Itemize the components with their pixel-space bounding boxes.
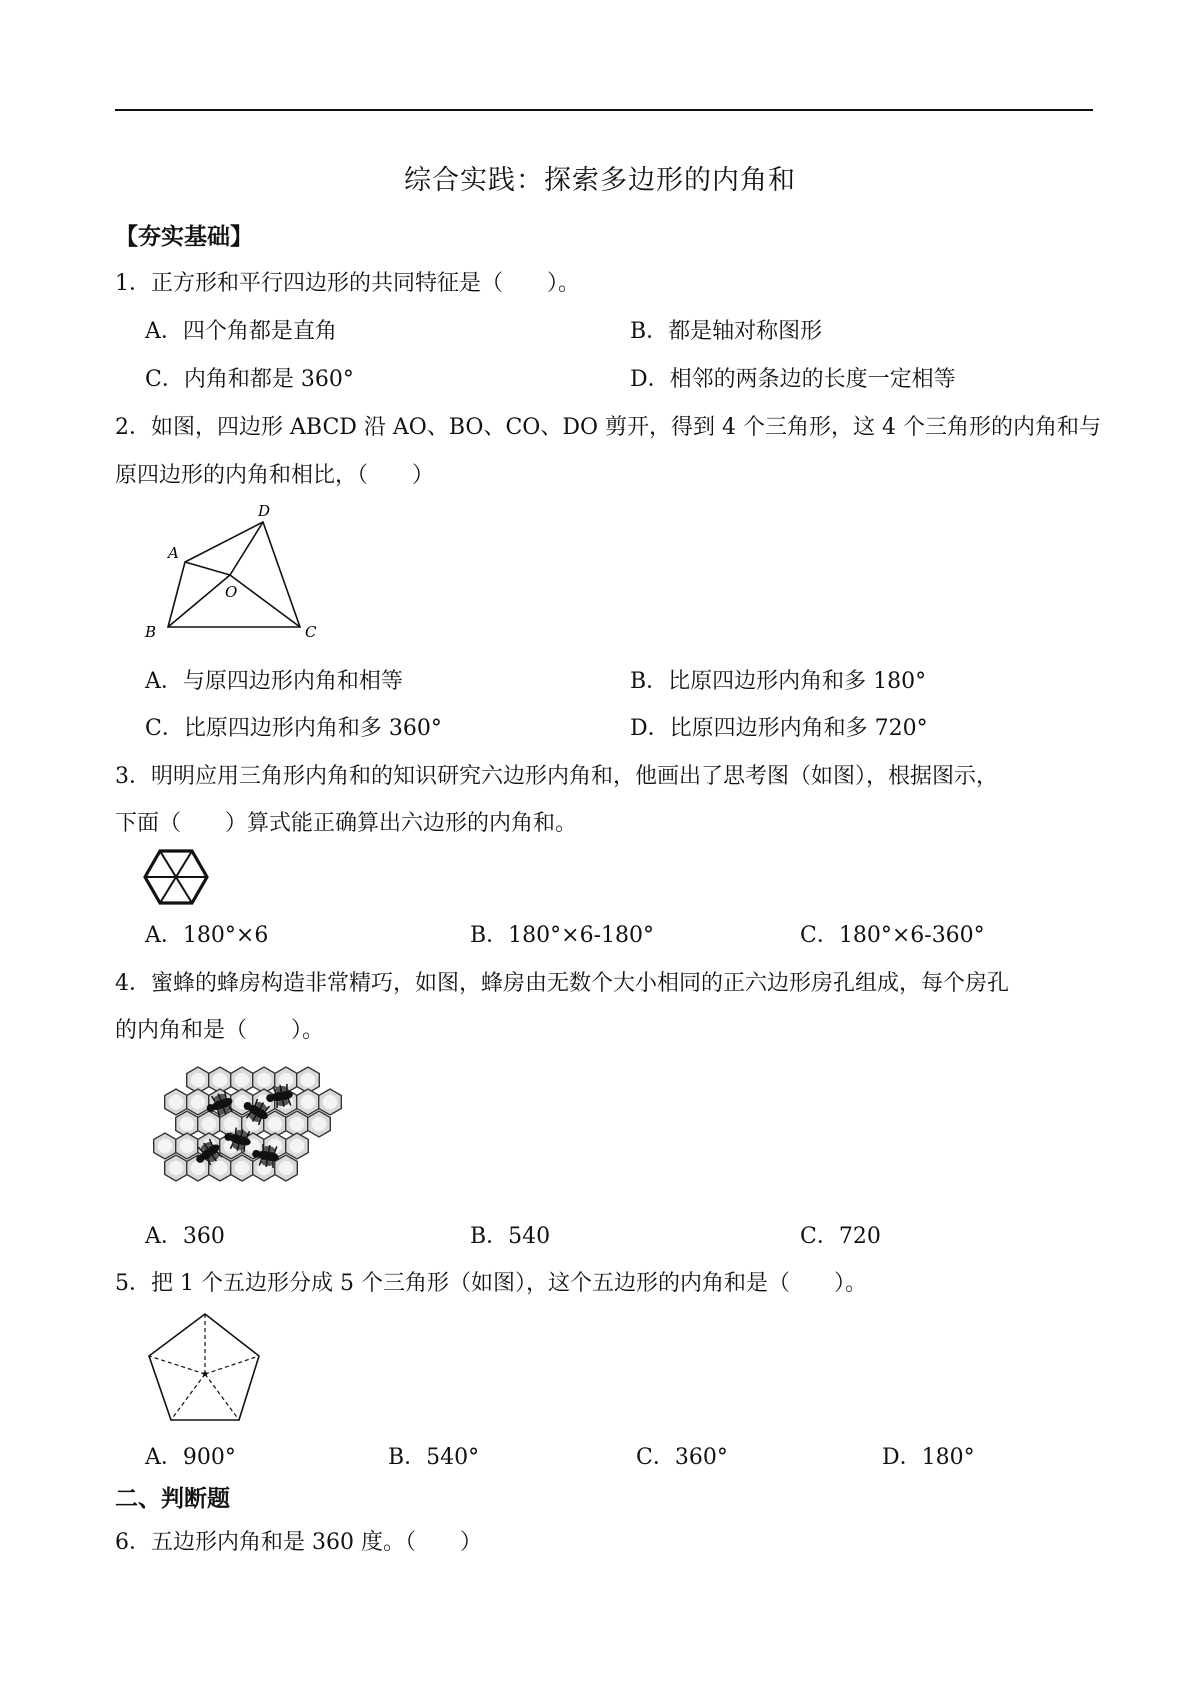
question-1-stem: 1．正方形和平行四边形的共同特征是（ ）。	[115, 271, 580, 296]
question-4-stem-line-2: 的内角和是（ ）。	[115, 1018, 325, 1043]
section-heading-basics: 【夯实基础】	[115, 224, 253, 250]
honeycomb-cell-hole	[323, 1095, 338, 1110]
honeycomb-cell-hole	[279, 1161, 294, 1176]
question-1-option-d[interactable]: D．相邻的两条边的长度一定相等	[630, 367, 956, 392]
pentagon-triangles-figure	[145, 1310, 265, 1422]
quadrilateral-abcd-figure	[140, 500, 340, 645]
honeycomb-cell-hole	[169, 1095, 184, 1110]
honeycomb-cell-hole	[235, 1073, 250, 1088]
honeycomb-cell-hole	[180, 1117, 195, 1132]
question-5-option-c[interactable]: C．360°	[636, 1445, 728, 1470]
section-heading-true-false: 二、判断题	[115, 1486, 230, 1512]
honeycomb-cell-hole	[301, 1073, 316, 1088]
question-3-option-b[interactable]: B．180°×6-180°	[470, 923, 655, 948]
honeycomb-cell-hole	[301, 1095, 316, 1110]
honeycomb-cell-hole	[202, 1117, 217, 1132]
question-4-stem-line-1: 4．蜜蜂的蜂房构造非常精巧，如图，蜂房由无数个大小相同的正六边形房孔组成，每个房孔	[115, 971, 1010, 996]
question-5-option-b[interactable]: B．540°	[388, 1445, 480, 1470]
question-2-option-c[interactable]: C．比原四边形内角和多 360°	[145, 716, 442, 741]
figure-label-d: D	[258, 502, 271, 520]
figure-label-b: B	[145, 623, 157, 641]
figure-label-c: C	[305, 623, 317, 641]
question-2-option-a[interactable]: A．与原四边形内角和相等	[145, 669, 403, 694]
question-5-option-a[interactable]: A．900°	[145, 1445, 236, 1470]
question-4-option-b[interactable]: B．540	[470, 1224, 551, 1249]
honeycomb-cell-hole	[257, 1073, 272, 1088]
question-5-option-d[interactable]: D．180°	[882, 1445, 975, 1470]
hexagon-triangles-figure	[143, 848, 209, 906]
figure-label-a: A	[168, 544, 179, 562]
question-1-option-c[interactable]: C．内角和都是 360°	[145, 367, 354, 392]
question-5-stem: 5．把 1 个五边形分成 5 个三角形（如图），这个五边形的内角和是（ ）。	[115, 1271, 867, 1296]
honeycomb-cell-hole	[180, 1139, 195, 1154]
question-2-stem-line-2: 原四边形的内角和相比，（ ）	[115, 463, 435, 488]
figure-label-o: O	[225, 583, 238, 601]
question-2-option-d[interactable]: D．比原四边形内角和多 720°	[630, 716, 928, 741]
honeycomb-bee-image	[150, 1060, 360, 1200]
question-3-option-c[interactable]: C．180°×6-360°	[800, 923, 985, 948]
honeycomb-cell-hole	[191, 1095, 206, 1110]
question-3-stem-line-2: 下面（ ）算式能正确算出六边形的内角和。	[115, 811, 578, 836]
question-2-stem-line-1: 2．如图，四边形 ABCD 沿 AO、BO、CO、DO 剪开，得到 4 个三角形，这 4 个三角形的内角和与	[115, 415, 1101, 440]
honeycomb-cell-hole	[235, 1161, 250, 1176]
question-4-option-a[interactable]: A．360	[145, 1224, 225, 1249]
header-rule	[115, 109, 1093, 111]
question-3-stem-line-1: 3．明明应用三角形内角和的知识研究六边形内角和，他画出了思考图（如图），根据图示，	[115, 764, 999, 789]
question-4-option-c[interactable]: C．720	[800, 1224, 881, 1249]
question-2-option-b[interactable]: B．比原四边形内角和多 180°	[630, 669, 927, 694]
honeycomb-cell-hole	[290, 1117, 305, 1132]
honeycomb-cell-hole	[213, 1161, 228, 1176]
honeycomb-cell-hole	[191, 1161, 206, 1176]
question-3-option-a[interactable]: A．180°×6	[145, 923, 269, 948]
question-6-stem: 6．五边形内角和是 360 度。（ ）	[115, 1530, 482, 1555]
honeycomb-cell-hole	[213, 1073, 228, 1088]
honeycomb-cell-hole	[279, 1073, 294, 1088]
honeycomb-cell-hole	[312, 1117, 327, 1132]
page-title: 综合实践：探索多边形的内角和	[404, 165, 796, 196]
honeycomb-cell-hole	[169, 1161, 184, 1176]
honeycomb-cell-hole	[158, 1139, 173, 1154]
question-1-option-a[interactable]: A．四个角都是直角	[145, 319, 337, 344]
honeycomb-cell-hole	[290, 1139, 305, 1154]
question-1-option-b[interactable]: B．都是轴对称图形	[630, 319, 823, 344]
honeycomb-cell-hole	[268, 1117, 283, 1132]
honeycomb-cell-hole	[191, 1073, 206, 1088]
